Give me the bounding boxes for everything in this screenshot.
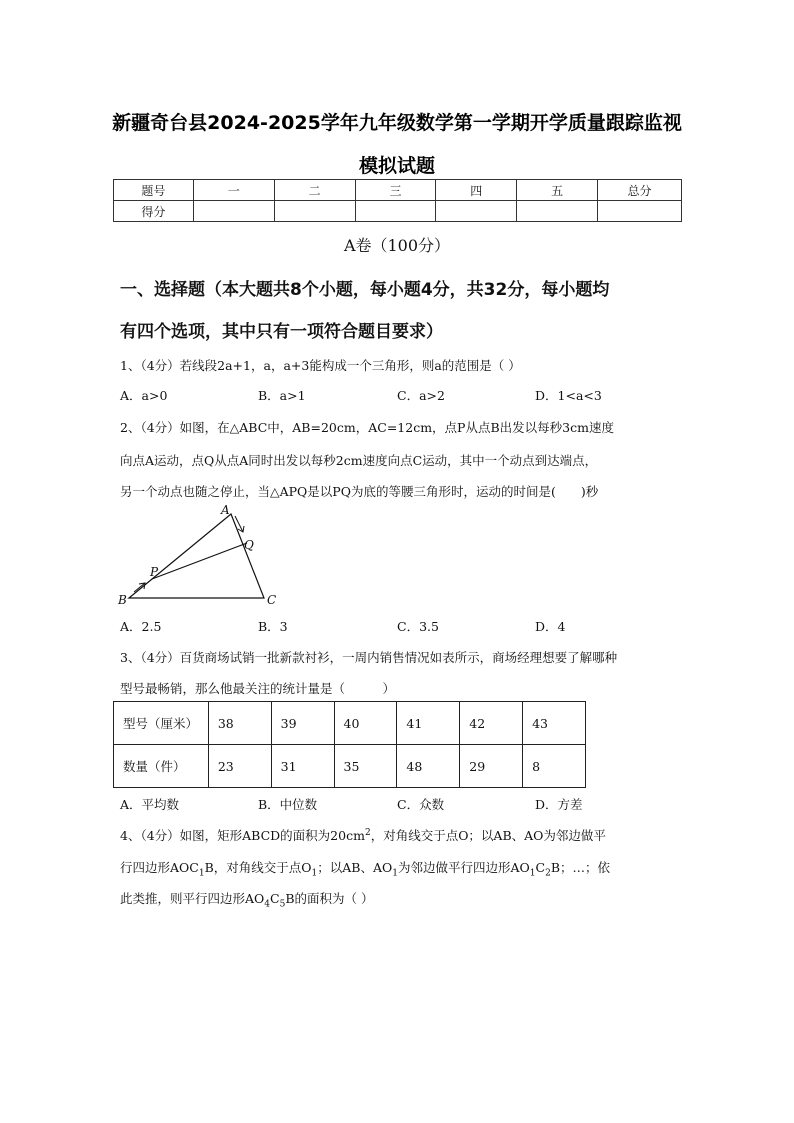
table-cell: 39: [271, 702, 334, 745]
table-cell: 8: [523, 745, 586, 788]
table-cell: 数量（件）: [114, 745, 209, 788]
point-q-label: Q: [244, 538, 254, 552]
score-header-cell: 二: [274, 180, 355, 201]
question-4-line-3: [120, 889, 374, 910]
question-2-line-2: 向点A运动，点Q从点A同时出发以每秒2cm速度向点C运动，其中一个动点到达端点，: [120, 453, 598, 468]
table-cell: 38: [208, 702, 271, 745]
q4-text: ，对角线交于点O；以AB、AO为邻边做平: [370, 828, 606, 843]
question-3-line-1: 3、（4分）百货商场试销一批新款衬衫，一周内销售情况如表所示，商场经理想要了解哪种: [120, 650, 618, 665]
score-header-cell: 一: [193, 180, 274, 201]
q4-superscript: 2: [364, 827, 371, 838]
q1-option-d: D．1<a<3: [535, 388, 602, 403]
score-blank-cell: [355, 201, 436, 222]
score-blank-cell: [598, 201, 682, 222]
table-cell: 型号（厘米）: [114, 702, 209, 745]
score-table-header-row: [114, 180, 682, 201]
score-row-label: 得分: [114, 201, 194, 222]
point-p-label: P: [150, 565, 159, 579]
vertex-a-label: A: [221, 503, 230, 517]
table-cell: 23: [208, 745, 271, 788]
triangle-figure: [112, 500, 292, 610]
q4-text: ；以AB、AO: [317, 860, 393, 875]
table-cell: 42: [460, 702, 523, 745]
question-2-line-1: 2、（4分）如图，在△ABC中，AB=20cm，AC=12cm，点P从点B出发以每秒3cm速度: [120, 420, 614, 435]
score-header-cell: 总分: [598, 180, 682, 201]
q2-option-c: C．3.5: [397, 619, 439, 634]
table-cell: 48: [397, 745, 460, 788]
question-4-line-1: [120, 826, 606, 844]
table-cell: 35: [334, 745, 397, 788]
q4-subscript: 5: [279, 899, 286, 910]
question-2-line-3: 另一个动点也随之停止，当△APQ是以PQ为底的等腰三角形时，运动的时间是( )秒: [120, 484, 599, 499]
q4-text: B；…；依: [550, 860, 610, 875]
q4-subscript: 1: [311, 868, 318, 879]
q4-text: C: [270, 891, 280, 906]
score-blank-cell: [193, 201, 274, 222]
q2-option-d: D．4: [535, 619, 566, 634]
table-cell: 41: [397, 702, 460, 745]
table-cell: 31: [271, 745, 334, 788]
vertex-b-label: B: [118, 593, 127, 607]
q1-option-b: B．a>1: [258, 388, 306, 403]
sales-table-size-row: [114, 702, 586, 745]
table-cell: 40: [334, 702, 397, 745]
score-header-cell: 五: [517, 180, 598, 201]
q1-option-a: A．a>0: [120, 388, 168, 403]
score-header-cell: 四: [436, 180, 517, 201]
segment-pq: [152, 543, 247, 579]
sales-table: [113, 701, 586, 788]
page-title-line-2: 模拟试题: [358, 155, 435, 177]
q1-option-c: C．a>2: [397, 388, 445, 403]
score-blank-cell: [274, 201, 355, 222]
q2-option-b: B．3: [258, 619, 288, 634]
question-4-line-2: [120, 858, 610, 879]
section-1-heading-line-2: 有四个选项，其中只有一项符合题目要求）: [120, 322, 443, 342]
score-blank-cell: [436, 201, 517, 222]
table-cell: 43: [523, 702, 586, 745]
vertex-c-label: C: [267, 593, 277, 607]
q4-text: 4、（4分）如图，矩形ABCD的面积为20cm: [120, 828, 365, 843]
q4-text: C: [535, 860, 546, 875]
q4-subscript: 1: [198, 868, 205, 879]
q3-option-a: A．平均数: [120, 797, 180, 812]
score-header-cell: 题号: [114, 180, 194, 201]
q3-option-d: D．方差: [535, 797, 583, 812]
q4-subscript: 2: [545, 868, 551, 879]
q4-text: 此类推，则平行四边形AO: [120, 891, 265, 906]
q4-text: 为邻边做平行四边形AO: [397, 860, 530, 875]
q3-option-c: C．众数: [397, 797, 445, 812]
score-header-cell: 三: [355, 180, 436, 201]
question-1-text: 1、（4分）若线段2a+1，a，a+3能构成一个三角形，则a的范围是（ ）: [120, 358, 521, 373]
q4-subscript: 4: [264, 899, 271, 910]
score-table-score-row: [114, 201, 682, 222]
q2-option-a: A．2.5: [120, 619, 162, 634]
score-blank-cell: [517, 201, 598, 222]
q4-subscript: 1: [392, 868, 398, 879]
q4-text: B的面积为（ ）: [285, 891, 374, 906]
q3-option-b: B．中位数: [258, 797, 318, 812]
page-title-line-1: 新疆奇台县2024-2025学年九年级数学第一学期开学质量跟踪监视: [112, 112, 682, 134]
q4-text: B，对角线交于点O: [204, 860, 312, 875]
score-table: [113, 179, 682, 222]
q4-text: 行四边形AOC: [120, 860, 199, 875]
q4-subscript: 1: [529, 868, 536, 879]
section-a-heading: A卷（100分）: [343, 236, 451, 255]
section-1-heading-line-1: 一、选择题（本大题共8个小题，每小题4分，共32分，每小题均: [120, 280, 610, 300]
table-cell: 29: [460, 745, 523, 788]
question-3-line-2: 型号最畅销，那么他最关注的统计量是（ ）: [120, 681, 396, 696]
sales-table-count-row: [114, 745, 586, 788]
